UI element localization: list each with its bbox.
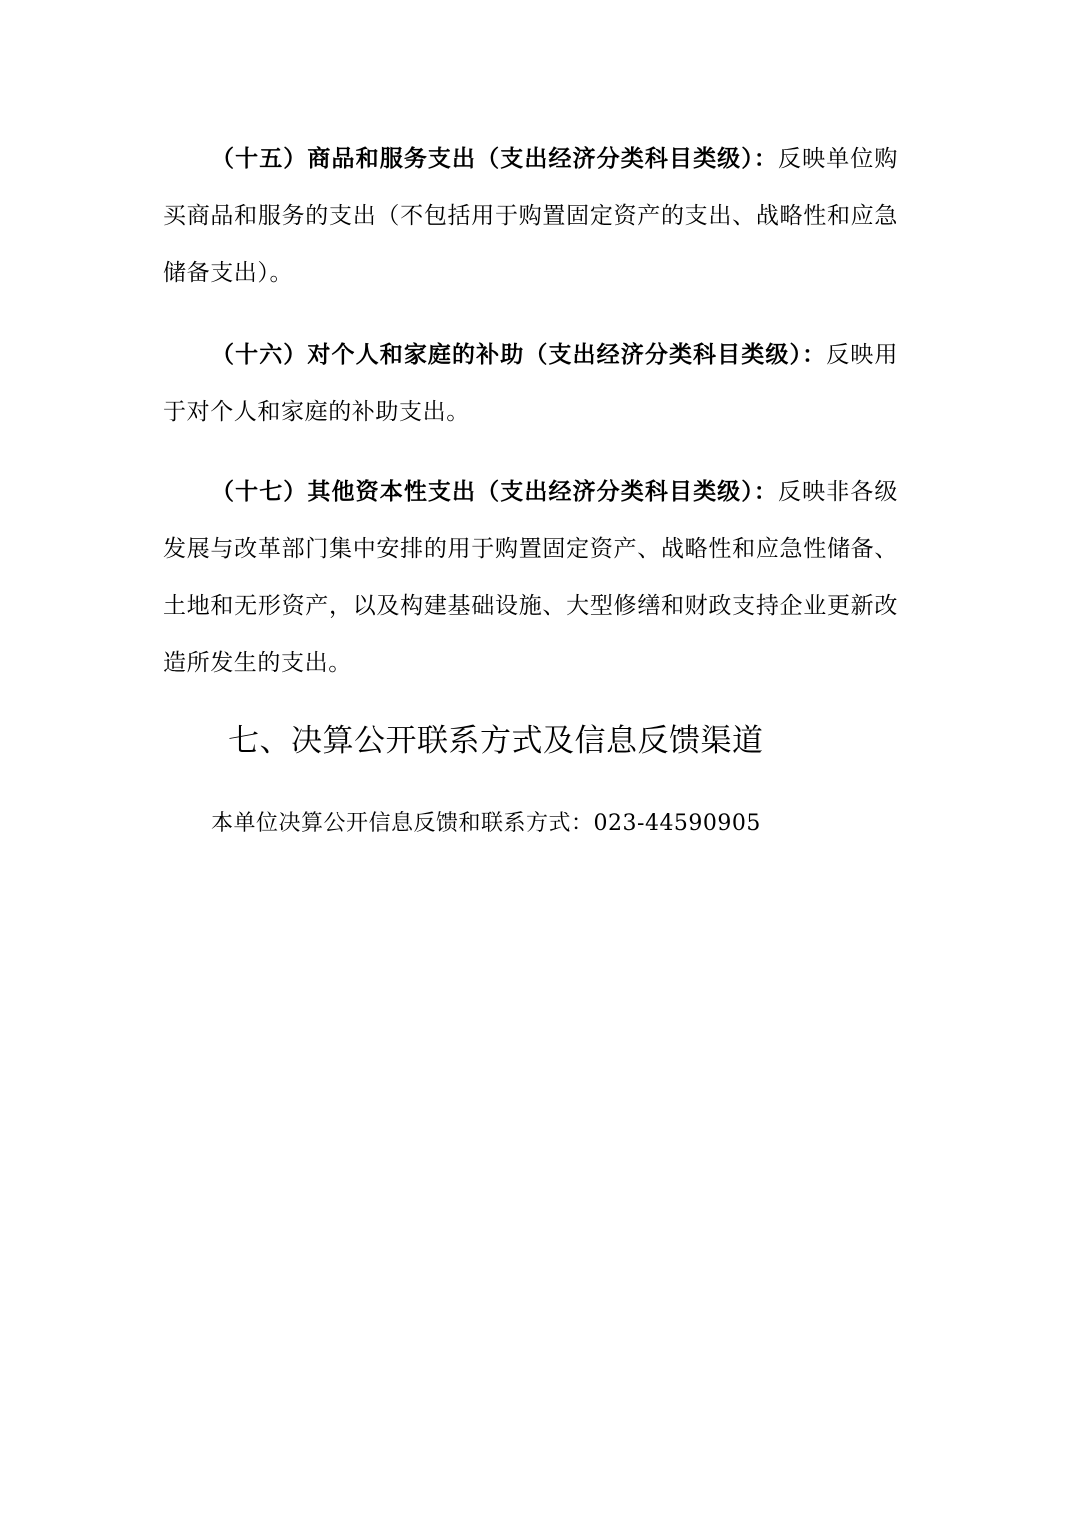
definition-text: 反映非各级发展与改革部门集中安排的用于购置固定资产、战略性和应急性储备、土地和无形资产，以及构建基础设施、大型修缮和财政支持企业更新改造所发生的支出。 [163, 479, 898, 676]
definition-term: （十五）商品和服务支出（支出经济分类科目类级）： [211, 145, 778, 172]
contact-line [211, 800, 761, 848]
definition-text: 反映单位购买商品和服务的支出（不包括用于购置固定资产的支出、战略性和应急储备支出）。 [163, 146, 898, 286]
section-heading: 七、决算公开联系方式及信息反馈渠道 [228, 723, 764, 759]
contact-phone: 023-44590905 [593, 811, 761, 836]
definition-paragraph-17 [163, 463, 898, 692]
definition-paragraph-15 [163, 130, 898, 302]
definition-text: 反映用于对个人和家庭的补助支出。 [163, 342, 898, 425]
contact-label: 本单位决算公开信息反馈和联系方式： [211, 811, 594, 836]
definition-term: （十六）对个人和家庭的补助（支出经济分类科目类级）： [211, 341, 827, 368]
definition-paragraph-16 [163, 326, 898, 441]
definition-term: （十七）其他资本性支出（支出经济分类科目类级）： [211, 478, 778, 505]
